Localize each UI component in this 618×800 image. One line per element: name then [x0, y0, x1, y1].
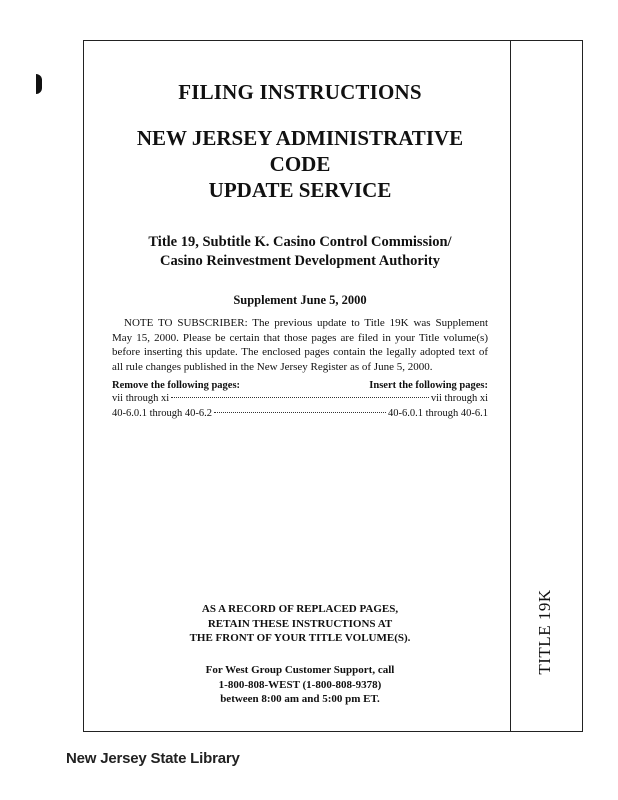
library-stamp: New Jersey State Library	[66, 750, 240, 767]
subtitle-line-1: Title 19, Subtitle K. Casino Control Commission/	[148, 234, 452, 250]
table-row	[112, 391, 488, 406]
dot-leader	[171, 397, 429, 398]
remove-pages-cell: vii through xi	[112, 393, 170, 404]
document-body	[112, 40, 488, 421]
subtitle-line-2: Casino Reinvestment Development Authority	[160, 253, 440, 269]
code-title	[112, 125, 488, 203]
remove-pages-header: Remove the following pages:	[112, 380, 241, 391]
subscriber-note: NOTE TO SUBSCRIBER: The previous update to Title 19K was Supplement May 15, 2000. Please be certain that those pages are filed in your Title volume(s) before inserting this update. The enclosed pages contain the legally adopted text of all rule changes published in the New Jersey Register as of June 5, 2000.	[112, 317, 488, 373]
table-row	[112, 406, 488, 421]
side-tab-divider	[510, 40, 511, 732]
record-line-1: AS A RECORD OF REPLACED PAGES,	[201, 603, 399, 615]
support-line-2: 1-800-808-WEST (1-800-808-9378)	[218, 678, 382, 691]
code-title-line-2: UPDATE SERVICE	[208, 178, 392, 202]
supplement-date: Supplement June 5, 2000	[233, 293, 367, 307]
record-line-2: RETAIN THESE INSTRUCTIONS AT	[207, 617, 393, 630]
record-retention-notice	[112, 602, 488, 646]
insert-pages-cell: 40-6.0.1 through 40-6.1	[387, 408, 488, 419]
insert-pages-header: Insert the following pages:	[369, 380, 488, 391]
remove-pages-cell: 40-6.0.1 through 40-6.2	[112, 408, 213, 419]
subtitle	[112, 233, 488, 271]
dot-leader	[214, 412, 386, 413]
customer-support-notice	[112, 663, 488, 707]
support-line-1: For West Group Customer Support, call	[205, 664, 395, 676]
record-line-3: THE FRONT OF YOUR TITLE VOLUME(S).	[189, 632, 411, 644]
pages-table-header	[112, 380, 488, 391]
insert-pages-cell: vii through xi	[430, 393, 488, 404]
scan-artifact	[36, 74, 42, 94]
support-line-3: between 8:00 am and 5:00 pm ET.	[220, 693, 380, 705]
code-title-line-1: NEW JERSEY ADMINISTRATIVE CODE	[136, 126, 464, 176]
filing-instructions-heading: FILING INSTRUCTIONS	[178, 80, 422, 104]
side-tab-title: TITLE 19K	[535, 589, 554, 675]
